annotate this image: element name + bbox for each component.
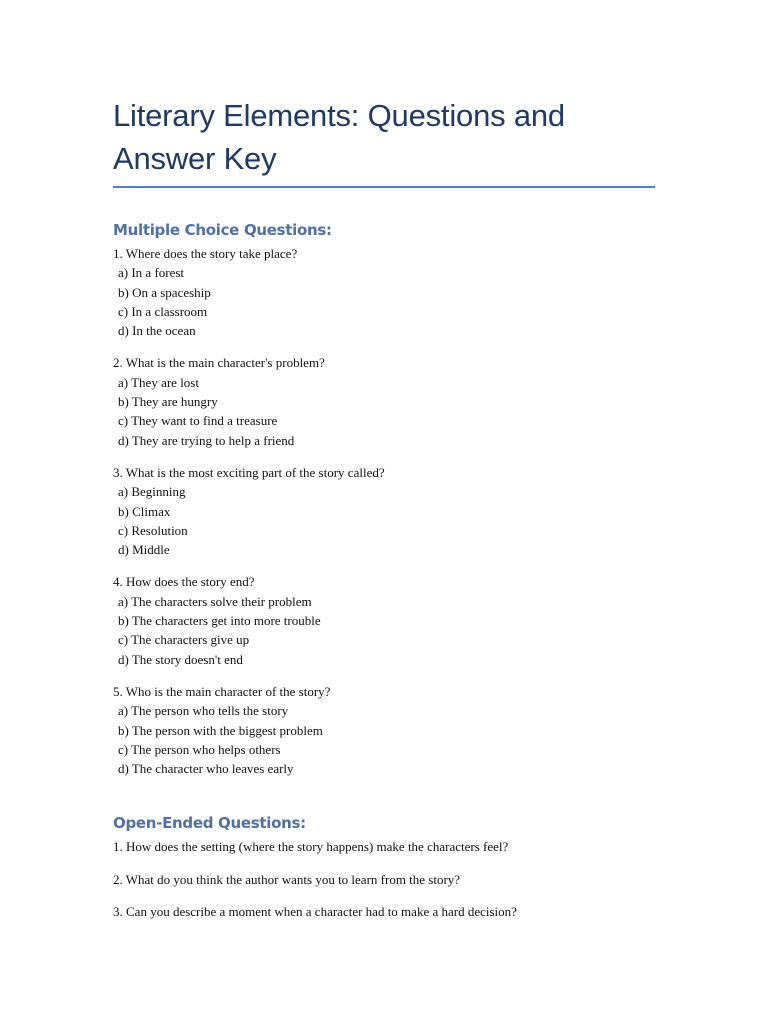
answer-option-b: b) Climax [118, 503, 171, 519]
oe-question-1 [113, 837, 655, 856]
answer-option-a: a) The person who tells the story [118, 703, 289, 719]
open-ended-list [113, 837, 655, 921]
answer-option-a: a) They are lost [118, 374, 199, 390]
document-page [113, 94, 655, 934]
answer-option-b: b) They are hungry [118, 394, 218, 410]
answer-option-b: b) On a spaceship [118, 284, 211, 300]
question-text: 4. How does the story end? [113, 574, 255, 590]
mc-question-5 [113, 682, 655, 778]
answer-option-d: d) In the ocean [118, 323, 196, 339]
title-underline [113, 186, 655, 188]
question-text: 1. How does the setting (where the story happens) make the characters feel? [113, 839, 509, 855]
oe-question-2 [113, 870, 655, 889]
answer-option-c: c) The person who helps others [118, 741, 281, 757]
answer-option-c: c) In a classroom [118, 303, 208, 319]
question-text: 1. Where does the story take place? [113, 246, 298, 261]
answer-option-a: a) In a forest [118, 265, 185, 281]
mc-question-1 [113, 244, 655, 340]
document-title: Literary Elements: Questions and Answer Key [113, 98, 565, 176]
answer-option-b: b) The person with the biggest problem [118, 722, 323, 738]
multiple-choice-heading: Multiple Choice Questions: [113, 221, 332, 239]
answer-option-c: c) The characters give up [118, 632, 250, 648]
question-text: 5. Who is the main character of the story? [113, 683, 331, 699]
answer-option-d: d) The character who leaves early [118, 761, 294, 777]
answer-option-d: d) Middle [118, 542, 170, 558]
mc-question-4 [113, 572, 655, 668]
question-text: 3. What is the most exciting part of the story called? [113, 464, 385, 480]
mc-question-3 [113, 463, 655, 559]
open-ended-heading: Open-Ended Questions: [113, 814, 306, 833]
oe-question-3 [113, 902, 655, 921]
answer-option-d: d) They are trying to help a friend [118, 432, 295, 448]
answer-option-c: c) They want to find a treasure [118, 413, 278, 429]
answer-option-a: a) Beginning [118, 484, 186, 500]
question-text: 2. What is the main character's problem? [113, 355, 325, 371]
answer-option-c: c) Resolution [118, 522, 188, 538]
question-text: 2. What do you think the author wants you to learn from the story? [113, 871, 461, 887]
answer-option-b: b) The characters get into more trouble [118, 613, 321, 629]
question-text: 3. Can you describe a moment when a character had to make a hard decision? [113, 904, 517, 920]
multiple-choice-list [113, 244, 655, 778]
answer-option-d: d) The story doesn't end [118, 651, 243, 667]
mc-question-2 [113, 353, 655, 449]
answer-option-a: a) The characters solve their problem [118, 593, 312, 609]
